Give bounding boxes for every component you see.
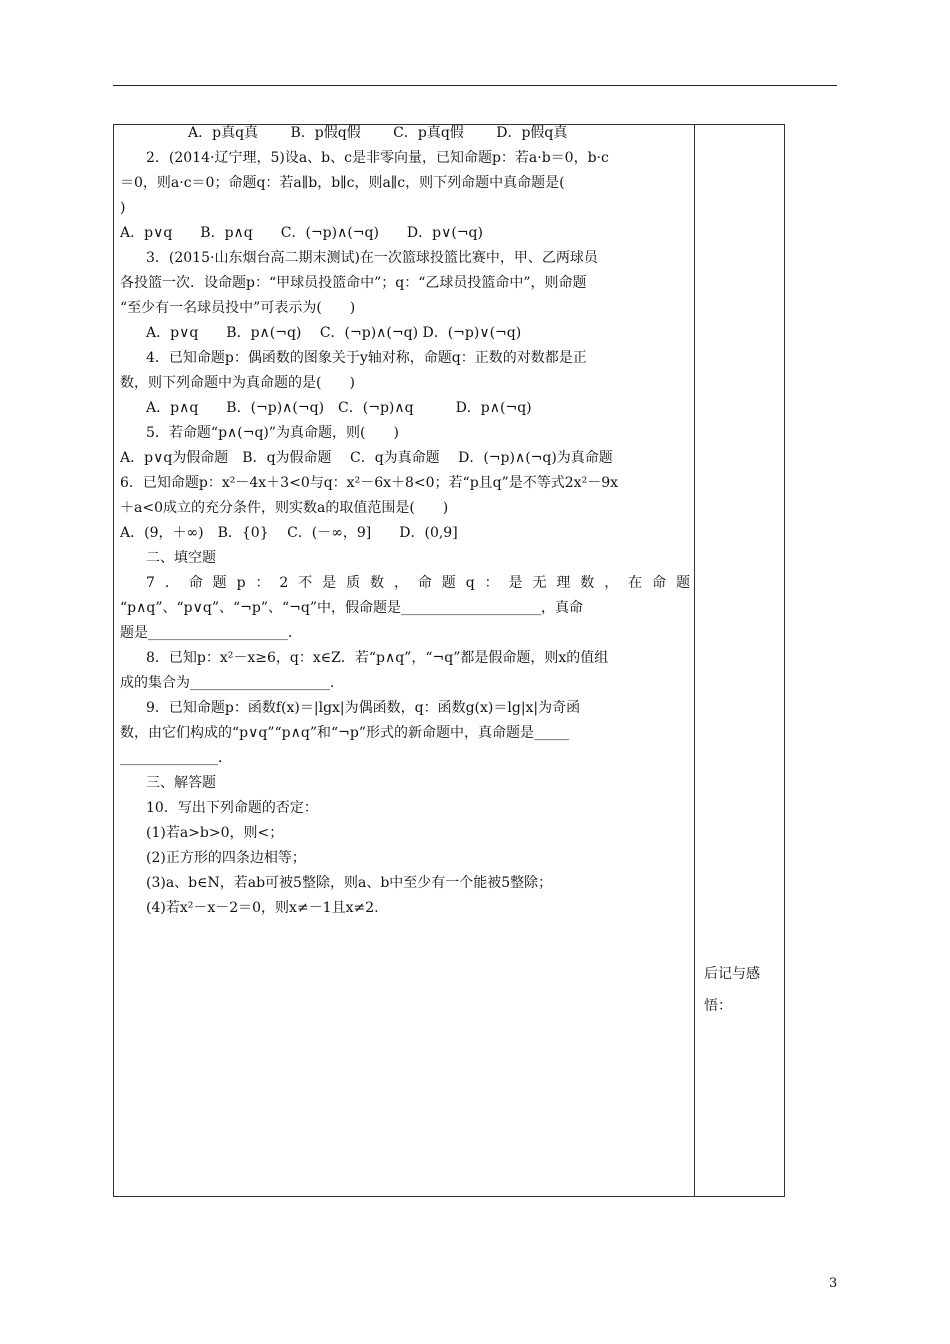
section-heading: 二、填空题 bbox=[146, 550, 216, 566]
q5-text: 5．若命题“p∧(¬q)”为真命题，则( ) bbox=[146, 425, 399, 441]
column-divider bbox=[694, 124, 695, 1197]
section-heading: 三、解答题 bbox=[146, 775, 216, 791]
q3-text: 3．(2015·山东烟台高二期末测试)在一次篮球投篮比赛中，甲、乙两球员 bbox=[146, 250, 598, 266]
q8-text: 8．已知p：x²－x≥6，q：x∈Z．若“p∧q”，“¬q”都是假命题，则x的值组 bbox=[146, 650, 609, 666]
q3-options: A．p∨q B．p∧(¬q) C．(¬p)∧(¬q) D．(¬p)∨(¬q) bbox=[146, 325, 522, 341]
q9-text: 数，由它们构成的“p∨q”“p∧q”和“¬p”形式的新命题中，真命题是_____ bbox=[120, 725, 569, 741]
q2-text: ＝0，则a·c＝0；命题q：若a∥b，b∥c，则a∥c，则下列命题中真命题是( bbox=[120, 175, 565, 191]
q10-item: (2)正方形的四条边相等； bbox=[146, 850, 306, 866]
page-number: 3 bbox=[829, 1276, 838, 1291]
q10-item: (1)若a>b>0，则<； bbox=[146, 825, 284, 841]
side-note-line: 后记与感 bbox=[704, 966, 760, 982]
q1-options: A．p真q真 B．p假q假 C．p真q假 D．p假q真 bbox=[188, 125, 568, 141]
q6-text: ＋a<0成立的充分条件，则实数a的取值范围是( ) bbox=[120, 500, 449, 516]
q5-options: A．p∨q为假命题 B．q为假命题 C．q为真命题 D．(¬p)∧(¬q)为真命题 bbox=[120, 450, 613, 466]
q6-options: A．(9，＋∞) B．{0} C．(－∞，9] D．(0,9] bbox=[120, 525, 458, 541]
side-note bbox=[704, 958, 782, 1022]
q3-text: 各投篮一次．设命题p：“甲球员投篮命中”；q：“乙球员投篮命中”，则命题 bbox=[120, 275, 587, 291]
q10-text: 10．写出下列命题的否定： bbox=[146, 800, 318, 816]
q10-item: (3)a、b∈N，若ab可被5整除，则a、b中至少有一个能被5整除； bbox=[146, 875, 553, 891]
q4-text: 4．已知命题p：偶函数的图象关于y轴对称，命题q：正数的对数都是正 bbox=[146, 350, 587, 366]
header-rule bbox=[113, 85, 837, 86]
q7-text: 7．命题p：2不是质数，命题q：是无理数，在命题 bbox=[146, 575, 690, 591]
side-note-line: 悟： bbox=[704, 998, 732, 1014]
q2-options: A．p∨q B．p∧q C．(¬p)∧(¬q) D．p∨(¬q) bbox=[120, 225, 483, 241]
q8-text: 成的集合为____________________． bbox=[120, 675, 344, 691]
q9-text: 9．已知命题p：函数f(x)＝|lgx|为偶函数，q：函数g(x)＝lg|x|为奇函 bbox=[146, 700, 581, 716]
exercise-content bbox=[120, 121, 690, 921]
q7-text: “p∧q”、“p∨q”、“¬p”、“¬q”中，假命题是____________________，真命 bbox=[120, 600, 583, 616]
q3-text: “至少有一名球员投中”可表示为( ) bbox=[120, 300, 356, 316]
q4-text: 数，则下列命题中为真命题的是( ) bbox=[120, 375, 355, 391]
q10-item: (4)若x²－x－2＝0，则x≠－1且x≠2. bbox=[146, 900, 379, 916]
q2-text: 2．(2014·辽宁理，5)设a、b、c是非零向量，已知命题p：若a·b＝0，b·c bbox=[146, 150, 609, 166]
q2-text: ) bbox=[120, 200, 126, 216]
q4-options: A．p∧q B．(¬p)∧(¬q) C．(¬p)∧q D．p∧(¬q) bbox=[146, 400, 532, 416]
q9-text: ______________． bbox=[120, 750, 232, 766]
q7-text: 题是____________________． bbox=[120, 625, 302, 641]
q6-text: 6．已知命题p：x²－4x＋3<0与q：x²－6x＋8<0；若“p且q”是不等式2x²－9x bbox=[120, 475, 618, 491]
